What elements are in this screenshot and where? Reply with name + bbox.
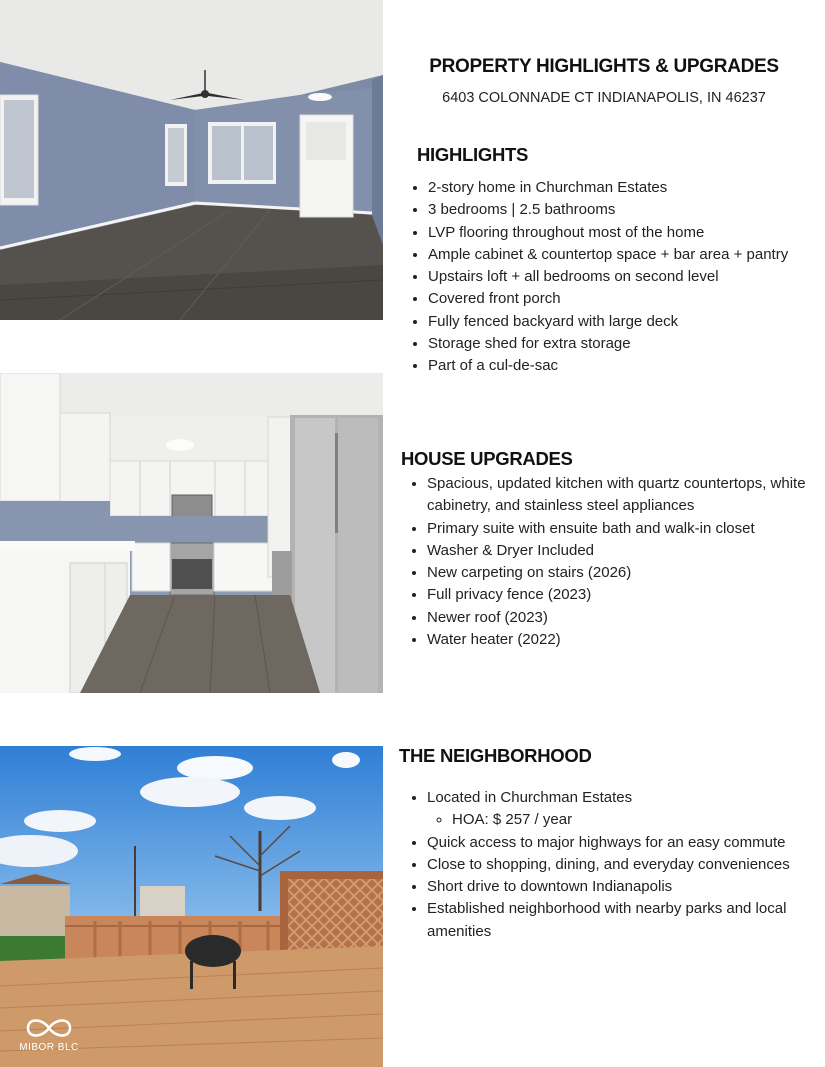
brokerage-logo [14, 1016, 84, 1056]
upgrades-heading: HOUSE UPGRADES [401, 448, 573, 469]
list-item: • Water heater (2022) [427, 629, 822, 651]
list-item: • LVP flooring throughout most of the home [428, 222, 825, 244]
list-item: • Storage shed for extra storage [428, 333, 825, 355]
property-address: 6403 COLONNADE CT INDIANAPOLIS, IN 46237 [442, 90, 766, 106]
infinity-icon [14, 1016, 84, 1040]
list-item: • Established neighborhood with nearby parks and local amenities [427, 898, 797, 943]
living-room-photo [0, 0, 383, 320]
list-item: • Upstairs loft + all bedrooms on second level [428, 266, 825, 288]
list-item: • New carpeting on stairs (2026) [427, 562, 822, 584]
logo-text: MIBOR BLC [19, 1042, 79, 1053]
list-item-text: Located in Churchman Estates [427, 789, 633, 806]
kitchen-photo [0, 373, 383, 693]
list-item: • 3 bedrooms | 2.5 bathrooms [428, 199, 825, 221]
list-item [427, 787, 797, 832]
list-item: • Ample cabinet & countertop space + bar area + pantry [428, 244, 825, 266]
highlights-list [411, 177, 825, 378]
list-item: • 2-story home in Churchman Estates [428, 177, 825, 199]
list-item: • Close to shopping, dining, and everyday conveniences [427, 854, 797, 876]
neighborhood-list [410, 787, 797, 943]
list-item: • Newer roof (2023) [427, 607, 822, 629]
list-item: • Covered front porch [428, 288, 825, 310]
neighborhood-heading: THE NEIGHBORHOOD [399, 745, 592, 766]
upgrades-list [410, 473, 822, 651]
list-item: • Washer & Dryer Included [427, 540, 822, 562]
page-title: PROPERTY HIGHLIGHTS & UPGRADES [429, 56, 779, 77]
list-item: • Short drive to downtown Indianapolis [427, 876, 797, 898]
list-item: • Spacious, updated kitchen with quartz countertops, white cabinetry, and stainless steel appliances [427, 473, 822, 518]
list-item: • Full privacy fence (2023) [427, 584, 822, 606]
highlights-heading: HIGHLIGHTS [417, 144, 529, 165]
hoa-fee: ◦ HOA: $ 257 / year [452, 809, 797, 831]
list-item: • Part of a cul-de-sac [428, 355, 825, 377]
list-item: • Quick access to major highways for an easy commute [427, 832, 797, 854]
hoa-sublist [427, 809, 797, 831]
list-item: • Fully fenced backyard with large deck [428, 311, 825, 333]
list-item: • Primary suite with ensuite bath and walk-in closet [427, 518, 822, 540]
